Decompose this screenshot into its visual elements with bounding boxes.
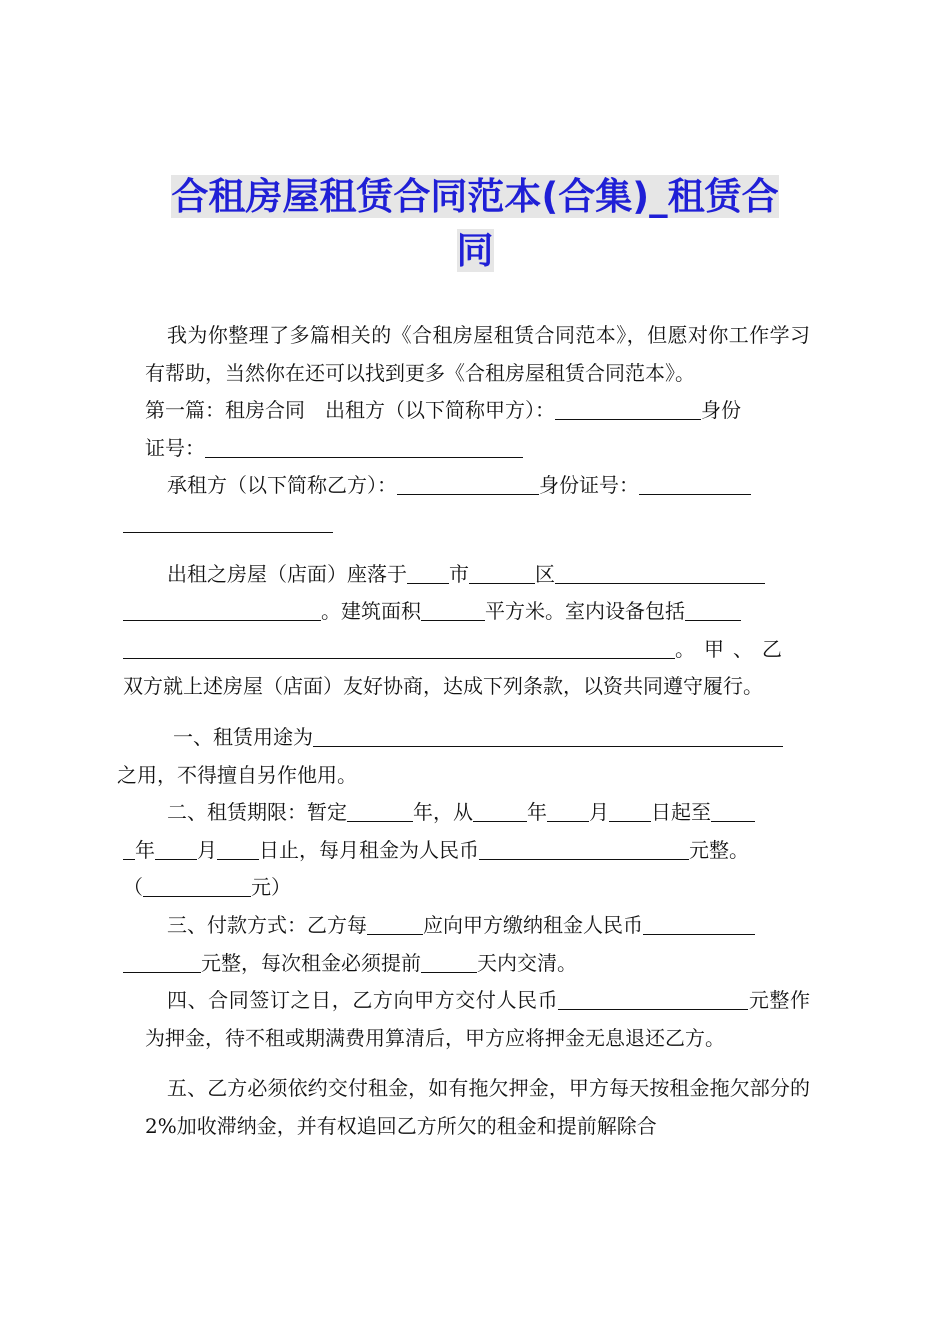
title-line-1: 合租房屋租赁合同范本(合集)_租赁合 (171, 175, 779, 218)
end-day-blank (217, 839, 259, 860)
clause-1-paragraph (117, 719, 810, 794)
clause-2-paragraph (123, 794, 810, 907)
premises-paragraph (123, 556, 810, 706)
clause3-label: 三、付款方式：乙方每 (167, 912, 367, 937)
document-body (117, 317, 811, 1145)
clause-4-paragraph (145, 982, 810, 1057)
area-blank (421, 600, 485, 621)
clause2-year: 年，从 (413, 800, 473, 825)
clause1-tail: 之用，不得擅自另作他用。 (117, 762, 357, 787)
clause2-d2: 日止，每月租金为人民币 (259, 837, 479, 862)
lessee-id-blank-2 (123, 512, 333, 533)
clause3-t3: 天内交清。 (477, 950, 577, 975)
clause2-paren-close: 元） (251, 875, 291, 900)
premises-t1: 出租之房屋（店面）座落于 (167, 561, 407, 586)
clause2-d: 日起至 (651, 800, 711, 825)
first-id-label: 身份 (701, 398, 741, 423)
premises-t2: 。甲、乙 (675, 636, 791, 661)
rent-blank (479, 839, 689, 860)
first-section-paragraph (145, 392, 810, 467)
clause4-label: 四、合同签订之日，乙方向甲方交付人民币 (167, 988, 559, 1013)
clause2-paren-open: （ (123, 875, 143, 900)
rent-upper-blank (143, 876, 251, 897)
end-year-blank-1 (711, 801, 755, 822)
clause4-t1: 元整作为押金，待不租或期满费用算清后，甲方应将押金无息退还乙方。 (145, 988, 811, 1050)
usage-blank (313, 726, 783, 747)
start-month-blank (547, 801, 589, 822)
clause2-m: 月 (589, 800, 609, 825)
lessee-label: 承租方（以下简称乙方）： (167, 473, 397, 498)
premises-city: 市 (449, 561, 469, 586)
address-blank-1 (555, 563, 765, 584)
clause1-label: 一、租赁用途为 (173, 724, 313, 749)
clause-5-paragraph: 五、乙方必须依约交付租金，如有拖欠押金，甲方每天按租金拖欠部分的 2%加收滞纳金，并有权追回乙方所欠的租金和提前解除合 (145, 1076, 810, 1138)
pay-amount-blank-2 (123, 952, 201, 973)
lessee-id-label: 身份证号： (539, 473, 639, 498)
title-line-2: 同 (456, 229, 494, 272)
first-id-label-2: 证号： (145, 435, 205, 460)
document-title (140, 170, 810, 278)
deposit-blank (558, 989, 748, 1010)
start-day-blank (609, 801, 651, 822)
start-year-blank (473, 801, 527, 822)
premises-sqm: 平方米。室内设备包括 (485, 599, 685, 624)
clause2-yuan: 元整。 (689, 837, 749, 862)
equipment-blank-1 (685, 600, 741, 621)
pay-days-blank (421, 952, 477, 973)
premises-district: 区 (535, 561, 555, 586)
district-blank (469, 563, 535, 584)
premises-area: 。建筑面积 (321, 599, 421, 624)
end-month-blank (155, 839, 197, 860)
clause2-y2: 年 (527, 800, 547, 825)
intro-paragraph: 我为你整理了多篇相关的《合租房屋租赁合同范本》，但愿对你工作学习有帮助，当然你在还可以找到更多《合租房屋租赁合同范本》。 (145, 323, 810, 385)
clause2-y3: 年 (135, 837, 155, 862)
pay-amount-blank-1 (643, 914, 755, 935)
term-years-blank (347, 801, 413, 822)
lessor-id-blank (205, 437, 523, 458)
clause-3-paragraph (145, 907, 810, 982)
clause2-m2: 月 (197, 837, 217, 862)
lessor-blank (555, 399, 701, 420)
city-blank (407, 563, 449, 584)
lessee-id-blank-1 (639, 474, 751, 495)
clause3-t1: 应向甲方缴纳租金人民币 (423, 912, 643, 937)
clause3-t2: 元整，每次租金必须提前 (201, 950, 421, 975)
clause2-label: 二、租赁期限：暂定 (167, 800, 347, 825)
address-blank-2 (123, 600, 321, 621)
lessee-blank (397, 474, 539, 495)
end-year-blank-2 (123, 839, 135, 860)
premises-t3: 双方就上述房屋（店面）友好协商，达成下列条款，以资共同遵守履行。 (123, 674, 763, 699)
pay-period-blank (367, 914, 423, 935)
first-lead: 第一篇：租房合同 出租方（以下简称甲方）： (145, 398, 555, 423)
lessee-paragraph (145, 467, 810, 542)
equipment-blank-2 (123, 638, 675, 659)
